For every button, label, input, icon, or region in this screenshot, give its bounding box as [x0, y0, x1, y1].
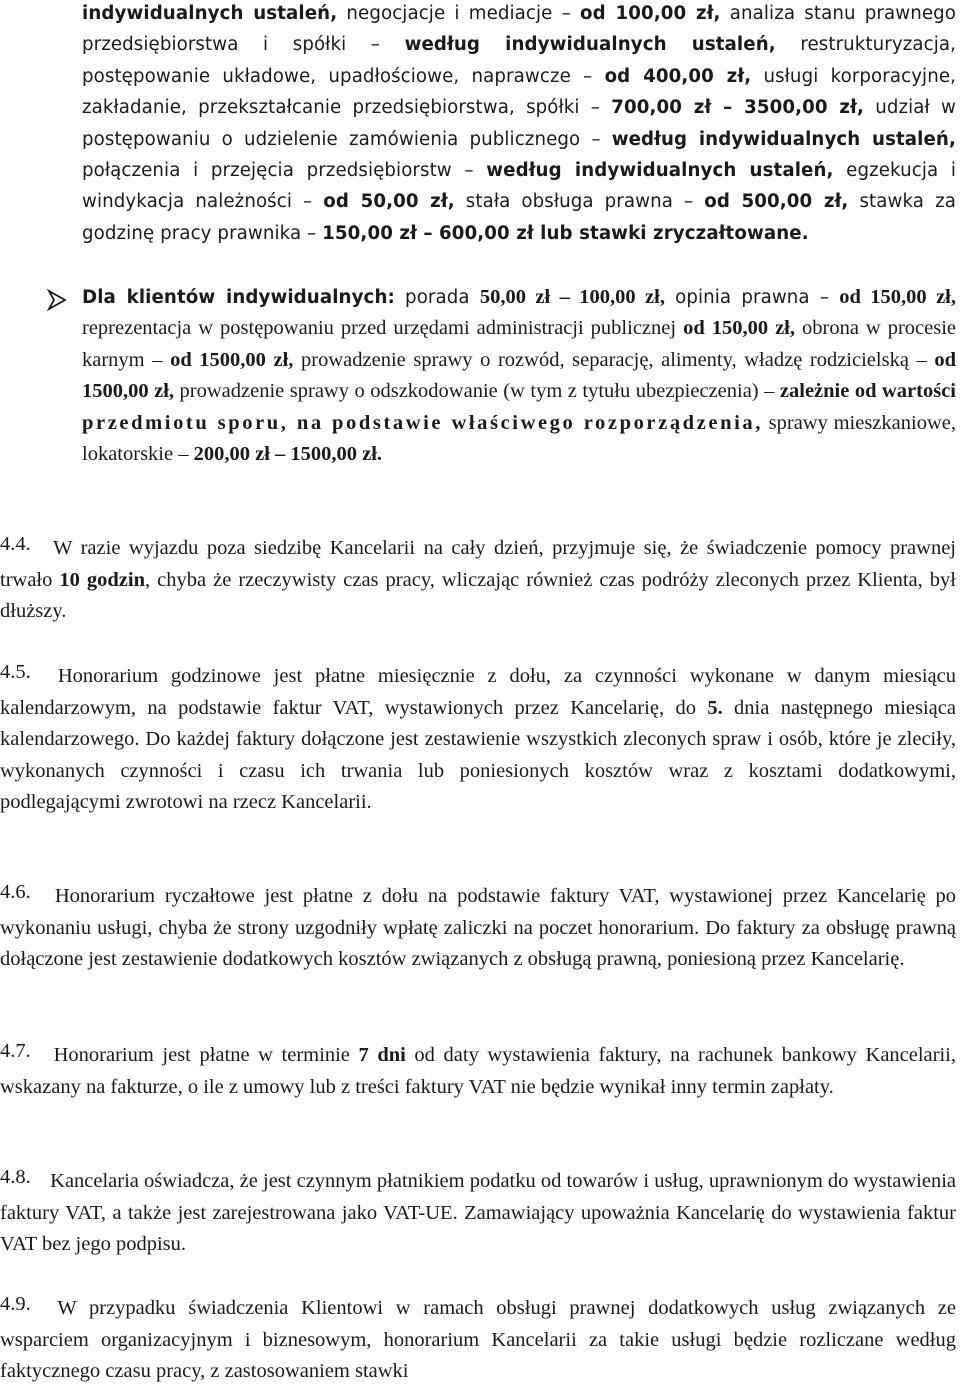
section-text: W przypadku świadczenia Klientowi w ramach obsługi prawnej dodatkowych usług związanych ze wsparciem organizacyjnym i biznesowym, honorarium Kancelarii za takie usługi będzie rozliczane według faktycznego czasu pracy, z zastosowaniem stawki [0, 1297, 956, 1383]
section-number: 4.6. [0, 881, 31, 903]
section-number: 4.5. [0, 661, 31, 683]
fee-list-individual [82, 282, 956, 470]
fee-paragraph-business: indywidualnych ustaleń, negocjacje i mediacje – od 100,00 zł, analiza stanu prawnego przedsiębiorstwa i spółki – według indywidualnych ustaleń, restrukturyzacja, postępowanie układowe, upadłościowe, naprawcze – od 400,00 zł, usługi korporacyjne, zakładanie, przekształcanie przedsiębiorstwa, spółki – 700,00 zł – 3500,00 zł, udział w postępowaniu o udzielenie zamówienia publicznego – według indywidualnych ustaleń, połączenia i przejęcia przedsiębiorstw – według indywidualnych ustaleń, egzekucja i windykacja należności – od 50,00 zł, stała obsługa prawna – od 500,00 zł, stawka za godzinę pracy prawnika – 150,00 zł – 600,00 zł lub stawki zryczałtowane. [82, 3, 957, 244]
section-number: 4.8. [0, 1166, 31, 1188]
section-text: Honorarium jest płatne w terminie 7 dni od daty wystawienia faktury, na rachunek bankowy Kancelarii, wskazany na fakturze, o ile z umowy lub z treści faktury VAT nie będzie wynikał inny termin zapłaty. [0, 1044, 956, 1098]
section-number: 4.9. [0, 1293, 31, 1315]
section-text: Kancelaria oświadcza, że jest czynnym płatnikiem podatku od towarów i usług, uprawnionym do wystawienia faktury VAT, a także jest zarejestrowana jako VAT-UE. Zamawiający upoważnia Kancelarię do wystawienia faktur VAT bez jego podpisu. [0, 1170, 956, 1256]
fee-paragraph-individual: Dla klientów indywidualnych: porada 50,00 zł – 100,00 zł, opinia prawna – od 150,00 zł, reprezentacja w postępowaniu przed urzędami administracji publicznej od 150,00 zł, obrona w procesie karnym – od 1500,00 zł, prowadzenie sprawy o rozwód, separację, alimenty, władzę rodzicielską – od 1500,00 zł, prowadzenie sprawy o odszkodowanie (w tym z tytułu ubezpieczenia) – zależnie od wartości przedmiotu sporu, na podstawie właściwego rozporządzenia, sprawy mieszkaniowe, lokatorskie – 200,00 zł – 1500,00 zł. [82, 286, 957, 466]
section-text: Honorarium godzinowe jest płatne miesięcznie z dołu, za czynności wykonane w danym miesiącu kalendarzowym, na podstawie faktur VAT, wystawionych przez Kancelarię, do 5. dnia następnego miesiąca kalendarzowego. Do każdej faktury dołączone jest zestawienie wszystkich zleconych spraw i osób, które je zleciły, wykonanych czynności i czasu ich trwania lub poniesionych kosztów wraz z kosztami dodatkowymi, podlegającymi zwrotowi na rzecz Kancelarii. [0, 665, 956, 814]
section-number: 4.4. [0, 533, 31, 555]
arrow-bullet-icon [47, 289, 67, 311]
fee-list-business [82, 0, 956, 249]
section-text: W razie wyjazdu poza siedzibę Kancelarii na cały dzień, przyjmuje się, że świadczenie pomocy prawnej trwało 10 godzin, chyba że rzeczywisty czas pracy, wliczając również czas podróży zleconych przez Klienta, był dłuższy. [0, 537, 956, 623]
section-text: Honorarium ryczałtowe jest płatne z dołu na podstawie faktury VAT, wystawionej przez Kancelarię po wykonaniu usługi, chyba że strony uzgodniły wpłatę zaliczki na poczet honorarium. Do faktury za obsługę prawną dołączone jest zestawienie dodatkowych kosztów związanych z obsługą prawną, poniesioną przez Kancelarię. [0, 885, 956, 971]
section-number: 4.7. [0, 1040, 31, 1062]
